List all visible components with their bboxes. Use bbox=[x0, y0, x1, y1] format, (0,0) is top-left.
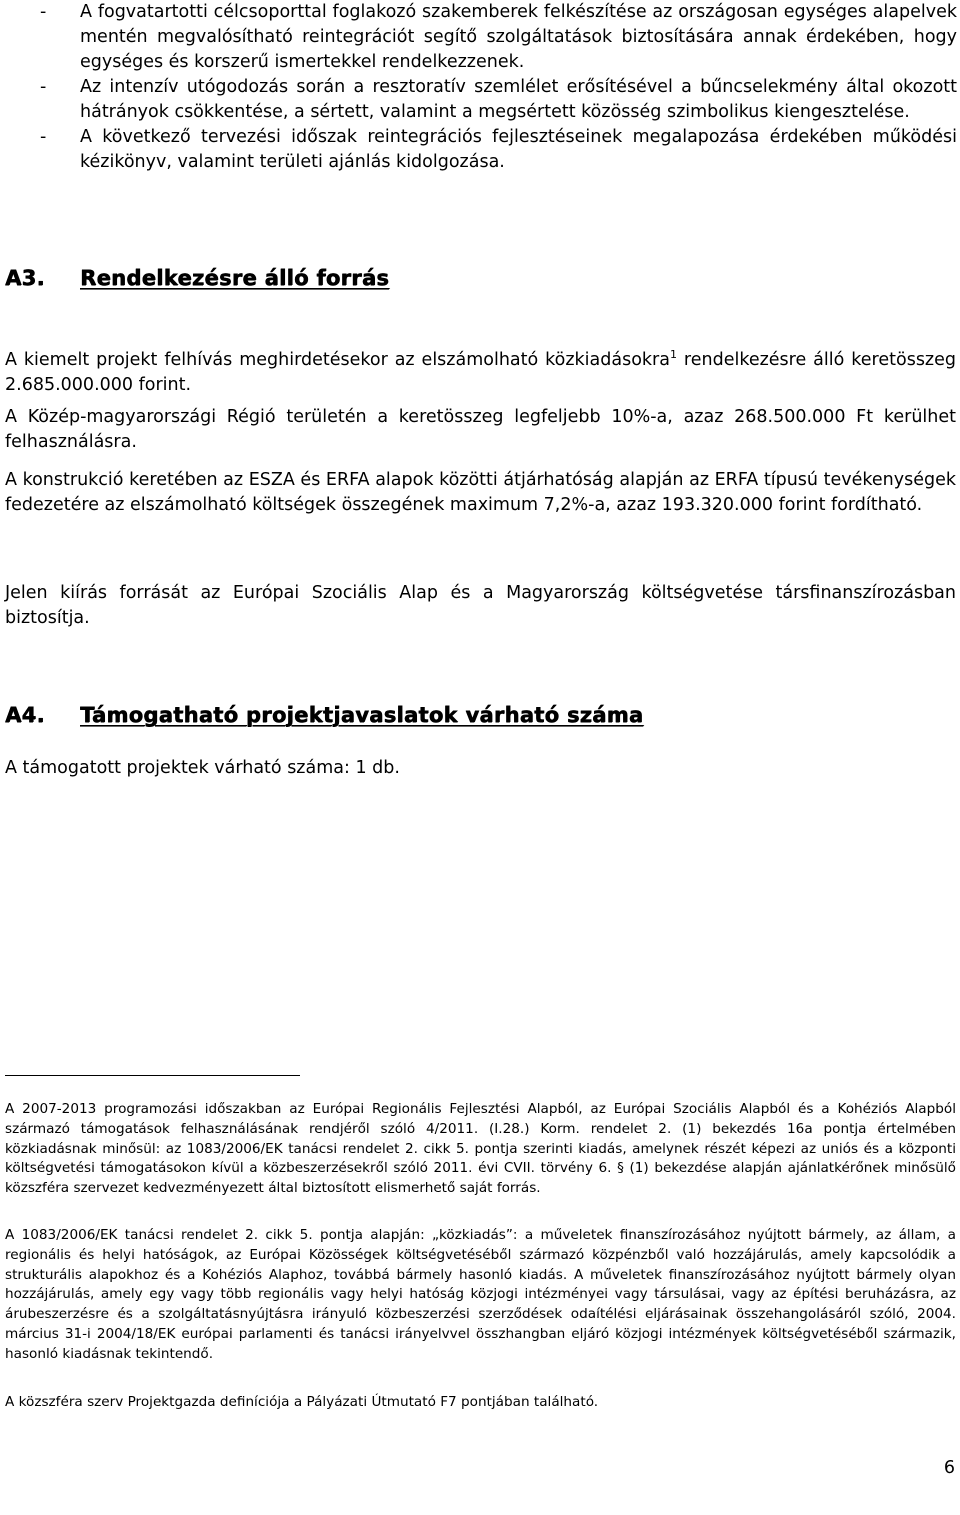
bullet-text: A fogvatartotti célcsoporttal foglakozó szakemberek felkészítése az országosan egységes alapelvek mentén megvalósítható reintegrációt segítő szolgáltatások biztosítására annak érdekében, hogy egységes és korszerű ismertekkel rendelkezzenek. bbox=[80, 2, 957, 72]
a3-paragraph-funding: Jelen kiírás forrását az Európai Szociális Alap és a Magyarország költségvetése társfinanszírozásban biztosítja. bbox=[5, 583, 956, 628]
footnote-reference: 1 bbox=[669, 348, 677, 362]
bullet-item bbox=[5, 75, 957, 125]
a3-paragraph-budget bbox=[5, 348, 956, 398]
section-title: Támogatható projektjavaslatok várható száma bbox=[80, 703, 644, 727]
bullet-dash: - bbox=[40, 2, 47, 22]
paragraph-text: A kiemelt projekt felhívás meghirdetésekor az elszámolható közkiadásokra bbox=[5, 350, 670, 370]
bullet-list bbox=[5, 0, 957, 175]
bullet-dash: - bbox=[40, 77, 47, 97]
section-number: A3. bbox=[5, 266, 45, 290]
footnote-1: A 2007-2013 programozási időszakban az Európai Regionális Fejlesztési Alapból, az Európai Szociális Alapból és a Kohéziós Alapból származó támogatások felhasználásának rendjéről szóló 4/2011. (I.28.) Korm. rendelet 2. (1) bekezdés 16a pontja értelmében közkiadásnak minősül: az 1083/2006/EK tanácsi rendelet 2. cikk 5. pontja szerinti kiadás, amelynek részét képezi az uniós és a központi költségvetési támogatásokon kívül a közbeszerzésekről szóló 2011. évi CVII. törvény 6. § (1) bekezdése alapján ajánlatkérőnek minősülő közszféra szervezet kedvezményezett által biztosított elismerhető saját forrás. bbox=[5, 1101, 956, 1197]
section-heading-a4 bbox=[5, 703, 643, 727]
footnote-2: A 1083/2006/EK tanácsi rendelet 2. cikk 5. pontja alapján: „közkiadás”: a műveletek finanszírozásához nyújtott bármely, az állam, a regionális és helyi hatóságok, az Európai Közösségek költségvetéséből származó közpénzből való hozzájárulás, amely kapcsolódik a strukturális alapokhoz és a Kohéziós Alaphoz, továbbá bármely hasonló kiadás. A műveletek finanszírozásához nyújtott bármely olyan hozzájárulás, amely egy vagy több regionális vagy helyi hatóság közjogi intézményei vagy társulásai, vagy az építési beruházásra, az árubeszerzésre és a szolgáltatásnyújtásra irányuló közbeszerzési szerződések odaítélési eljárásainak összehangolásáról szóló, 2004. március 31-i 2004/18/EK európai parlamenti és tanácsi irányelvvel összhangban eljáró közjogi intézmények költségvetéséből származik, hasonló kiadásnak tekintendő. bbox=[5, 1227, 956, 1362]
bullet-item bbox=[5, 125, 957, 175]
a3-paragraph-region: A Közép-magyarországi Régió területén a keretösszeg legfeljebb 10%-a, azaz 268.500.000 Ft kerülhet felhasználásra. bbox=[5, 407, 956, 452]
bullet-text: Az intenzív utógodozás során a resztoratív szemlélet erősítésével a bűncselekmény által okozott hátrányok csökkentése, a sértett, valamint a megsértett közösség szimbolikus kiengesztelése. bbox=[80, 77, 957, 122]
section-number: A4. bbox=[5, 703, 45, 727]
page-number: 6 bbox=[943, 1458, 955, 1478]
footnote-3: A közszféra szerv Projektgazda definíciója a Pályázati Útmutató F7 pontjában található. bbox=[5, 1394, 599, 1410]
section-title: Rendelkezésre álló forrás bbox=[80, 266, 390, 290]
section-heading-a3 bbox=[5, 266, 389, 290]
bullet-text: A következő tervezési időszak reintegrációs fejlesztéseinek megalapozása érdekében működési kézikönyv, valamint területi ajánlás kidolgozása. bbox=[80, 127, 957, 172]
a3-paragraph-erfa: A konstrukció keretében az ESZA és ERFA alapok közötti átjárhatóság alapján az ERFA típusú tevékenységek fedezetére az elszámolható költségek összegének maximum 7,2%-a, azaz 193.320.000 forint fordítható. bbox=[5, 470, 956, 515]
bullet-item bbox=[5, 0, 957, 75]
paragraph-text: rendelkezésre álló keretösszeg 2.685.000.000 forint. bbox=[5, 350, 956, 395]
footnote-separator bbox=[5, 1075, 300, 1076]
a4-paragraph: A támogatott projektek várható száma: 1 db. bbox=[5, 758, 400, 778]
bullet-dash: - bbox=[40, 127, 47, 147]
